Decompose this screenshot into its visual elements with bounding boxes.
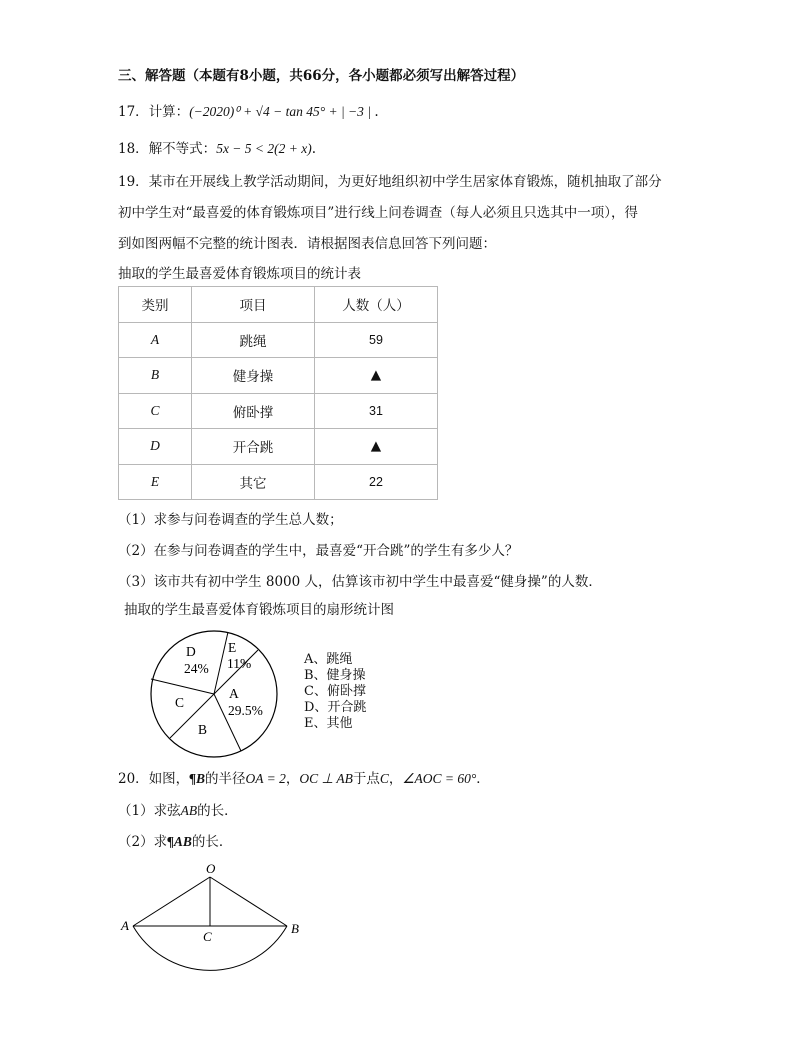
table-cell-count: 22 (369, 474, 383, 489)
pie-label-a: A (229, 686, 239, 701)
table-row (119, 322, 438, 358)
pie-chart (140, 628, 290, 760)
pie-label-d-percent: 24% (184, 661, 209, 676)
question-number: 18． (118, 141, 149, 157)
pie-label-b: B (198, 722, 208, 737)
question-number: 19． (118, 174, 149, 190)
table-cell-count: 59 (369, 332, 383, 347)
table-cell-item: 其它 (192, 464, 315, 500)
label-c: C (203, 929, 212, 944)
table-row (119, 358, 438, 394)
legend-item: C、俯卧撑 (304, 684, 366, 699)
sub-question-2: （2）在参与问卷调查的学生中，最喜爱“开合跳”的学生有多少人？ (118, 543, 519, 559)
period: ． (476, 771, 490, 787)
pie-label-e: E (228, 640, 237, 655)
table-row (119, 429, 438, 465)
sub-question-1: （1）求参与问卷调查的学生总人数； (118, 512, 343, 528)
sub-question-3: （3）该市共有初中学生 8000 人，估算该市初中学生中最喜爱“健身操”的人数． (118, 574, 602, 590)
math-expression: C (379, 771, 389, 786)
label-b: B (291, 921, 299, 936)
table-header: 人数（人） (315, 287, 438, 323)
question-19-line-2: 初中学生对“最喜爱的体育锻炼项目”进行线上问卷调查（每人必须且只选其中一项），得 (118, 205, 639, 221)
question-label: 解不等式： (148, 141, 217, 157)
question-text: （1）求弦 (118, 803, 181, 819)
question-text: （2）求 (118, 834, 168, 850)
pie-legend (304, 652, 366, 732)
table-row (119, 393, 438, 429)
table-header: 类别 (119, 287, 192, 323)
pie-divider (151, 679, 214, 694)
table-cell-count: ▲ (370, 438, 382, 455)
math-expression: OC ⊥ AB (299, 771, 353, 786)
question-text: ， (388, 771, 403, 787)
table-cell-count: 31 (369, 403, 383, 418)
sub-question-2 (118, 830, 232, 850)
pie-label-d: D (186, 644, 196, 659)
segment-oa (133, 877, 210, 926)
table-cell-category: E (150, 473, 160, 489)
question-text: 的长． (191, 834, 233, 850)
question-text: 于点 (352, 771, 380, 787)
question-19-line-1 (118, 170, 662, 190)
legend-item: D、开合跳 (304, 700, 367, 715)
table-cell-category: D (150, 438, 160, 454)
segment-ob (210, 877, 287, 926)
table-cell-item: 开合跳 (192, 429, 315, 465)
pie-label-c: C (175, 695, 185, 710)
table-cell-item: 跳绳 (192, 322, 315, 358)
question-text: ， (285, 771, 300, 787)
arc-symbol: ¶B (189, 771, 205, 786)
pie-label-a-percent: 29.5% (228, 703, 263, 718)
math-expression: ∠AOC = 60° (402, 771, 477, 786)
math-expression: 5x − 5 < 2(2 + x) (216, 141, 312, 156)
question-text: 如图， (148, 771, 190, 787)
legend-item: A、跳绳 (304, 652, 353, 667)
question-number: 20． (118, 771, 149, 787)
period: . (374, 104, 379, 120)
pie-divider (214, 632, 228, 694)
legend-item: E、其他 (304, 716, 353, 731)
math-expression: AB (180, 803, 198, 818)
table-cell-category: B (150, 367, 160, 383)
question-text: 某市在开展线上教学活动期间，为更好地组织初中学生居家体育锻炼，随机抽取了部分 (148, 174, 662, 190)
question-19-line-3: 到如图两幅不完整的统计图表．请根据图表信息回答下列问题： (118, 236, 496, 252)
table-cell-item: 健身操 (192, 358, 315, 394)
table-header: 项目 (192, 287, 315, 323)
question-text: 的长． (197, 803, 238, 819)
question-17 (118, 100, 379, 120)
table-row (119, 464, 438, 500)
question-number: 17． (118, 104, 149, 120)
table-cell-item: 俯卧撑 (192, 393, 315, 429)
section-title: 三、解答题（本题有8小题，共66分，各小题都必须写出解答过程） (118, 68, 525, 84)
question-18 (118, 137, 316, 157)
table-header-row (119, 287, 438, 323)
pie-chart-title: 抽取的学生最喜爱体育锻炼项目的扇形统计图 (124, 602, 394, 618)
label-o: O (206, 861, 216, 876)
table-cell-category: A (150, 331, 160, 347)
geometry-figure (118, 858, 318, 978)
question-text: 的半径 (204, 771, 246, 787)
pie-label-e-percent: 11% (227, 656, 252, 671)
sub-question-1 (118, 799, 238, 819)
question-20 (118, 767, 490, 787)
math-expression: OA = 2 (245, 771, 286, 786)
table-cell-category: C (150, 402, 160, 418)
period: . (311, 141, 317, 157)
statistics-table (118, 286, 438, 500)
question-label: 计算： (148, 104, 190, 120)
legend-item: B、健身操 (304, 668, 366, 683)
arc-symbol: ¶AB (167, 834, 192, 849)
table-cell-count: ▲ (370, 367, 382, 384)
table-title: 抽取的学生最喜爱体育锻炼项目的统计表 (118, 266, 361, 282)
label-a: A (121, 918, 129, 933)
math-expression: (−2020)⁰ + √4 − tan 45° + | −3 | (189, 104, 375, 119)
